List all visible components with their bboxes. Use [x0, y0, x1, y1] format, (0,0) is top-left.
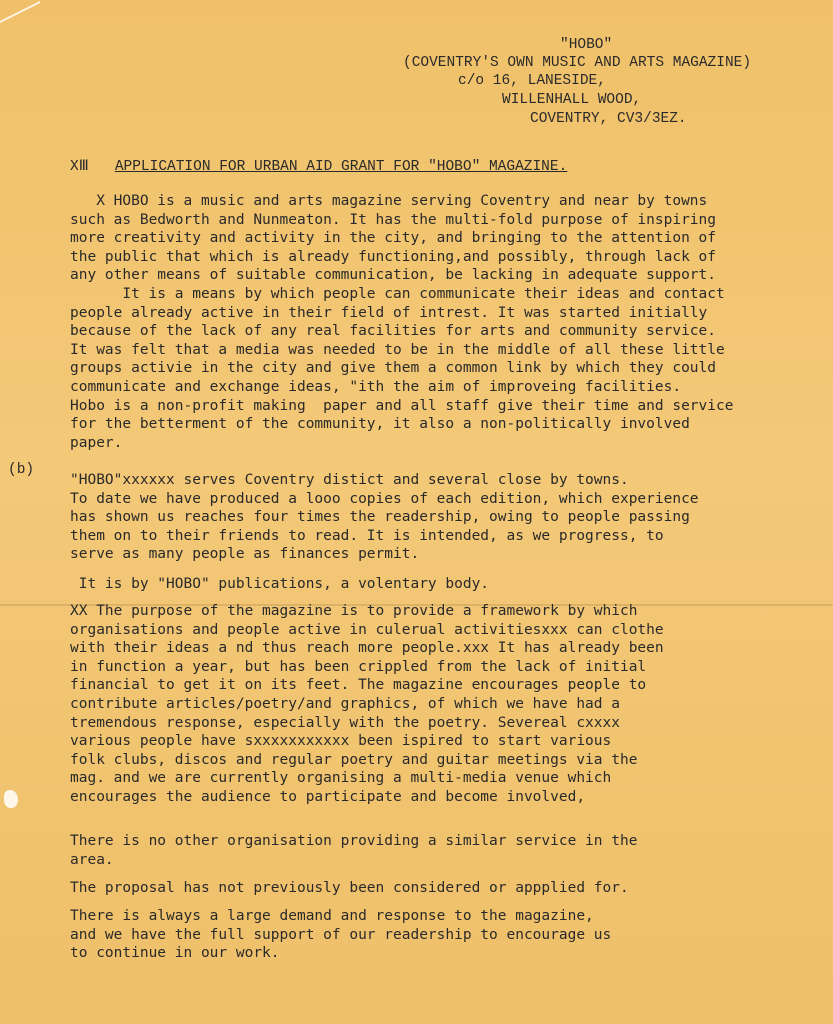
pen-stroke-mark — [0, 0, 40, 30]
paragraph-purpose: XX The purpose of the magazine is to provide a framework by which organisations and people active in culerual activitiesxxx can clothe with their ideas a nd thus reach more people.xxx It has already been in function a year, but has been crippled from the lack of initial financial to get it on its feet. The magazine encourages people to contribute articles/poetry/and graphics, of which we have had a tremendous response, especially with the poetry. Severeal cxxxx various people have sxxxxxxxxxxx been ispired to start various folk clubs, discos and regular poetry and guitar meetings via the mag. and we are currently organising a multi-media venue which encourages the audience to participate and become involved, — [70, 603, 664, 805]
paper-damage-spot — [4, 790, 18, 808]
heading-title: APPLICATION FOR URBAN AID GRANT FOR "HOBO" MAGAZINE. — [114, 159, 568, 175]
paragraph-intro: X HOBO is a music and arts magazine serving Coventry and near by towns such as Bedworth and Nunmeaton. It has the multi-fold purpose of inspiring more creativity and activity in the city, and bringing to the attention of the public that which is already functioning,and possibly, through lack of any other means of suitable communication, be lacking in adequate support. It is a means by which people can communicate their ideas and contact people already active in their field of intrest. It was started initially because of the lack of any real facilities for arts and community service. It was felt that a media was needed to be in the middle of all these little groups activie in the city and give them a common link by which they could communicate and exchange ideas, "ith the aim of improveing facilities. Hobo is a non-profit making paper and all staff give their time and service for the betterment of the community, it also a non-politically involved paper. — [70, 193, 734, 451]
paragraph-publisher: It is by "HOBO" publications, a volentary body. — [70, 576, 490, 592]
heading-prefix: XⅢ — [70, 159, 89, 175]
paragraph-no-other: There is no other organisation providing a similar service in the area. — [70, 833, 638, 868]
paragraph-demand: There is always a large demand and response to the magazine, and we have the full support of our readership to encourage us to continue in our work. — [70, 908, 612, 962]
address-line-5: COVENTRY, CV3/3EZ. — [530, 111, 687, 127]
address-line-2: (COVENTRY'S OWN MUSIC AND ARTS MAGAZINE) — [403, 55, 752, 71]
paragraph-proposal: The proposal has not previously been considered or appplied for. — [70, 880, 629, 896]
margin-note: (b) — [8, 462, 35, 478]
document-heading — [70, 158, 567, 175]
address-line-1: "HOBO" — [560, 37, 613, 53]
address-line-4: WILLENHALL WOOD, — [502, 92, 642, 108]
paragraph-readership: "HOBO"xxxxxx serves Coventry distict and several close by towns. To date we have produced a looo copies of each edition, which experience has shown us reaches four times the readership, owing to people passing them on to their friends to read. It is intended, as we progress, to serve as many people as finances permit. — [70, 472, 699, 563]
address-line-3: c/o 16, LANESIDE, — [458, 73, 606, 89]
